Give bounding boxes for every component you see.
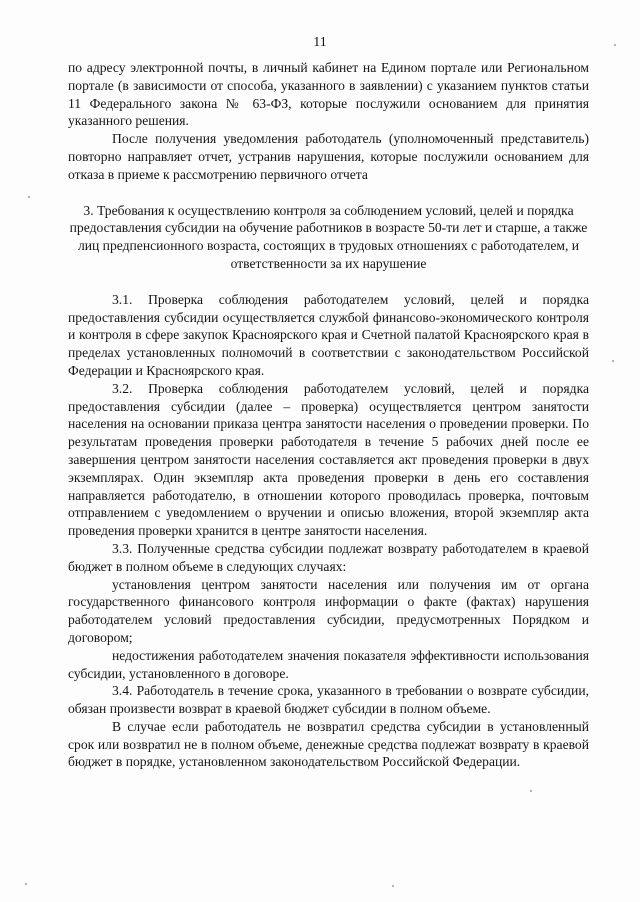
paragraph-3-3-case-2: недостижения работодателем значения показателя эффективности использования субсидии, установленного в договоре. (68, 647, 589, 681)
document-body (68, 59, 589, 771)
section-title: 3. Требования к осуществлению контроля за соблюдением условий, целей и порядка предоставления субсидии на обучение работников в возрасте 50-ти лет и старше, а также лиц предпенсионного возраста, состоящих в трудовых отношениях с работодателем, и ответственности за их нарушение (69, 202, 588, 271)
paragraph-3-4: 3.4. Работодатель в течение срока, указанного в требовании о возврате субсидии, обязан произвести возврат в краевой бюджет субсидии в полном объеме. (68, 683, 589, 717)
paragraph: по адресу электронной почты, в личный кабинет на Едином портале или Региональном портале (в зависимости от способа, указанного в заявлении) с указанием пунктов статьи 11 Федерального закона № 63-ФЗ, которые послужили основанием для принятия указанного решения. (68, 60, 589, 129)
scan-speck (614, 44, 616, 46)
paragraph-3-3-case-1: установления центром занятости населения или получения им от органа государственного финансового контроля информации о факте (фактах) нарушения работодателем условий предоставления субсидии, предусмотренных Порядком и договором; (68, 576, 589, 645)
scan-speck (392, 885, 394, 887)
scan-speck (25, 883, 27, 885)
scan-speck (530, 790, 532, 792)
paragraph-3-3: 3.3. Полученные средства субсидии подлежат возврату работодателем в краевой бюджет в полном объеме в следующих случаях: (68, 540, 589, 574)
paragraph: После получения уведомления работодатель (уполномоченный представитель) повторно направляет отчет, устранив нарушения, которые послужили основанием для отказа в приеме к рассмотрению первичного отчета (68, 131, 589, 182)
paragraph-3-4-failure: В случае если работодатель не возвратил средства субсидии в установленный срок или возвратил не в полном объеме, денежные средства подлежат возврату в краевой бюджет в порядке, установленном законодательством Российской Федерации. (68, 718, 589, 770)
paragraph-3-1: 3.1. Проверка соблюдения работодателем условий, целей и порядка предоставления субсидии осуществляется службой финансово-экономического контроля и контроля в сфере закупок Красноярского края и Счетной палатой Красноярского края в пределах установленных полномочий в соответствии с законодательством Российской Федерации и Красноярского края. (68, 291, 589, 378)
scan-speck (612, 360, 614, 362)
paragraph-3-2: 3.2. Проверка соблюдения работодателем условий, целей и порядка предоставления субсидии (далее – проверка) осуществляется центром занятости населения на основании приказа центра занятости населения о проведении проверки. По результатам проведения проверки работодателя в течение 5 рабочих дней после ее завершения центром занятости населения составляется акт проведения проверки в двух экземплярах. Один экземпляр акта проведения проверки в день его составления направляется работодателю, в отношении которого проводилась проверка, почтовым отправлением с уведомлением о вручении и описью вложения, второй экземпляр акта проведения проверки хранится в центре занятости населения. (68, 380, 589, 539)
scan-speck (28, 196, 30, 198)
page-number: 11 (313, 35, 327, 50)
